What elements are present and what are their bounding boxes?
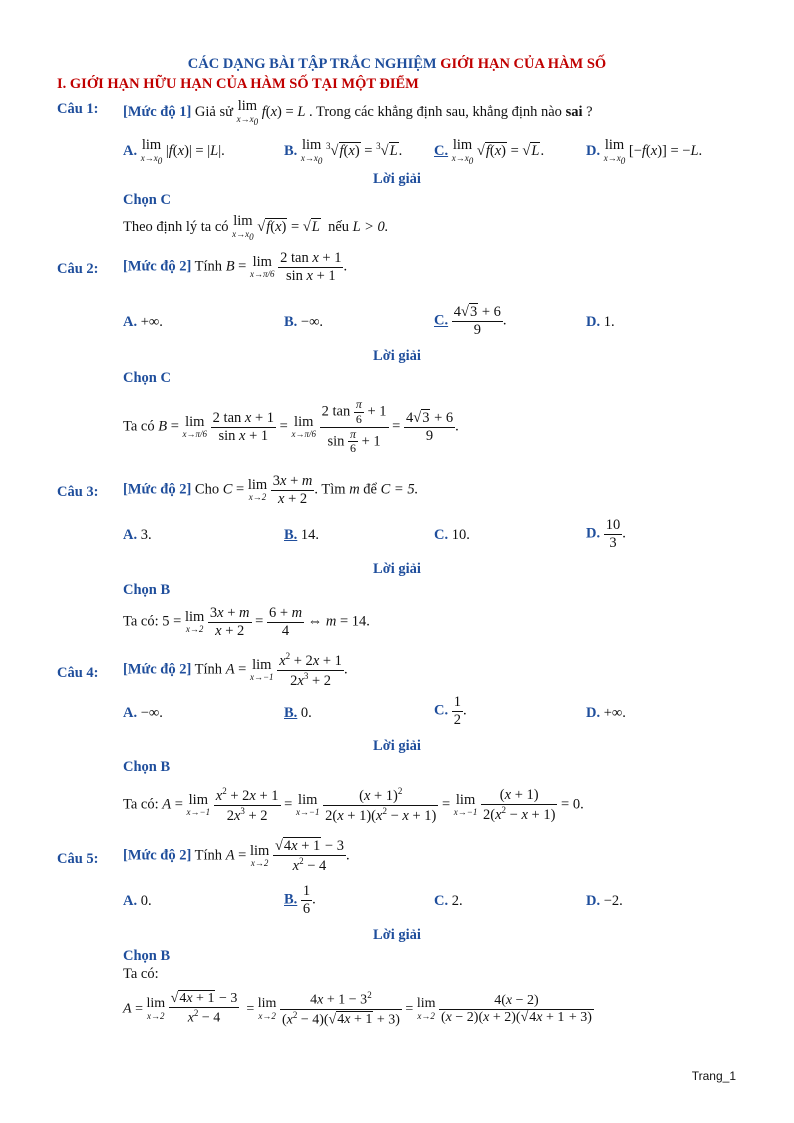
question-5-label: Câu 5: [57,851,99,867]
question-3-explanation: Ta có: 5 = lim x→2 $\frac{3x + m}{x + 2}$ = $\frac{6 + m}{4}$ ⇔ m = 14. [123,605,370,639]
question-4-level: [Mức độ 2] [123,661,192,678]
question-3-label: Câu 3: [57,484,99,500]
question-1-explanation: Theo định lý ta có lim x→x0 √f(x) = √L nếu L > 0. [123,213,389,242]
question-3-option-d[interactable]: D. $\frac{10}{3}$ . [586,517,626,551]
question-3-answer: Chọn B [123,582,171,598]
question-2-option-c[interactable]: C. $\frac{4√3 + 6}{9}$ . [434,304,507,338]
question-4-answer: Chọn B [123,759,171,775]
question-1-option-c[interactable]: C. lim x→x0 √f(x) = √L. [434,137,545,166]
question-4-option-a[interactable]: A. −∞. [123,705,163,721]
question-2-prompt: [Mức độ 2] Tính B = lim x→π/6 $\frac{\text{2 tan x + 1}}{\text{sin x + 1}}$ . [123,250,348,284]
question-5-answer: Chọn B [123,948,171,964]
question-3-level: [Mức độ 2] [123,481,192,498]
question-3-option-a[interactable]: A. 3. [123,527,152,543]
question-4-prompt: [Mức độ 2] Tính A = lim x→−1 $\frac{x^2 + 2x + 1}{2x^3 + 2}$ . [123,651,348,689]
page-number: Trang_1 [691,1069,736,1083]
question-5-option-d[interactable]: D. −2. [586,893,623,909]
question-5-solution-label: Lời giải [373,927,421,943]
question-2-option-d[interactable]: D. 1. [586,314,615,330]
question-2-explanation: Ta có B = lim x→π/6 $\frac{\text{2 tan x + 1}}{\text{sin x + 1}}$ = lim x→π/6 2 tan $\frac{\pi}{6}$ + 1 sin $\frac{\pi}{6}$ + 1 = $\frac{4√3 + 6}{9}$ . [123,397,459,456]
question-3-option-c[interactable]: C. 10. [434,527,470,543]
question-1-answer: Chọn C [123,192,171,208]
question-5-explanation-intro: Ta có: [123,966,159,982]
question-1-option-d[interactable]: D. lim x→x0 [−f(x)] = −L. [586,137,703,166]
question-5-option-c[interactable]: C. 2. [434,893,463,909]
title-red-part: GIỚI HẠN CỦA HÀM SỐ [440,56,607,72]
question-5-level: [Mức độ 2] [123,847,192,864]
question-5-option-b[interactable]: B. $\frac{1}{6}$ . [284,883,316,917]
question-4-explanation: Ta có: A = lim x→−1 $\frac{x^2 + 2x + 1}{2x^3 + 2}$ = lim x→−1 $\frac{(x + 1)^2}{2(x + 1)(x^2 - x + 1)}$ = lim x→−1 $\frac{(x + 1)}{2(x^2 - x + 1)}$ = 0. [123,786,584,824]
question-1-solution-label: Lời giải [373,171,421,187]
question-2-option-b[interactable]: B. −∞. [284,314,324,330]
question-2-answer: Chọn C [123,370,171,386]
question-5-option-a[interactable]: A. 0. [123,893,152,909]
document-title [0,56,794,73]
question-4-label: Câu 4: [57,665,99,681]
question-2-level: [Mức độ 2] [123,258,192,275]
question-4-option-d[interactable]: D. +∞. [586,705,626,721]
question-2-label: Câu 2: [57,261,99,277]
question-2-option-a[interactable]: A. +∞. [123,314,163,330]
question-1-level: [Mức độ 1] [123,103,192,120]
question-4-solution-label: Lời giải [373,738,421,754]
question-3-prompt: [Mức độ 2] Cho C = lim x→2 $\frac{3x + m}{x + 2}$ . Tìm m để C = 5. [123,473,419,507]
question-1-label: Câu 1: [57,101,99,117]
question-3-option-b[interactable]: B. 14. [284,527,320,543]
question-2-solution-label: Lời giải [373,348,421,364]
question-4-option-b[interactable]: B. 0. [284,705,312,721]
question-1-prompt: [Mức độ 1] Giả sử lim x→x0 f(x) = L . Trong các khẳng định sau, khẳng định nào sai ? [123,98,593,127]
section-heading: I. GIỚI HẠN HỮU HẠN CỦA HÀM SỐ TẠI MỘT ĐIỂM [57,76,419,92]
question-1-option-a[interactable]: A. lim x→x0 |f(x)| = |L|. [123,137,225,166]
title-blue-part: CÁC DẠNG BÀI TẬP TRẮC NGHIỆM [187,56,437,72]
question-4-option-c[interactable]: C. $\frac{1}{2}$ . [434,694,467,728]
question-1-option-b[interactable]: B. lim x→x0 $^3$√f(x) = $^3$√L. [284,137,403,166]
question-3-solution-label: Lời giải [373,561,421,577]
question-5-explanation: A = lim x→2 $\frac{√4x + 1 - 3}{x^2 - 4}$ = lim x→2 $\frac{4x + 1 - 3^2}{(x^2 - 4)(√4x + 1 + 3)}$ = lim x→2 $\frac{4(x - 2)}{(x - 2)(x + 2)(√4x + 1 + 3)}$ [123,990,592,1028]
question-5-prompt: [Mức độ 2] Tính A = lim x→2 $\frac{√4x + 1 - 3}{x^2 - 4}$ . [123,838,350,874]
